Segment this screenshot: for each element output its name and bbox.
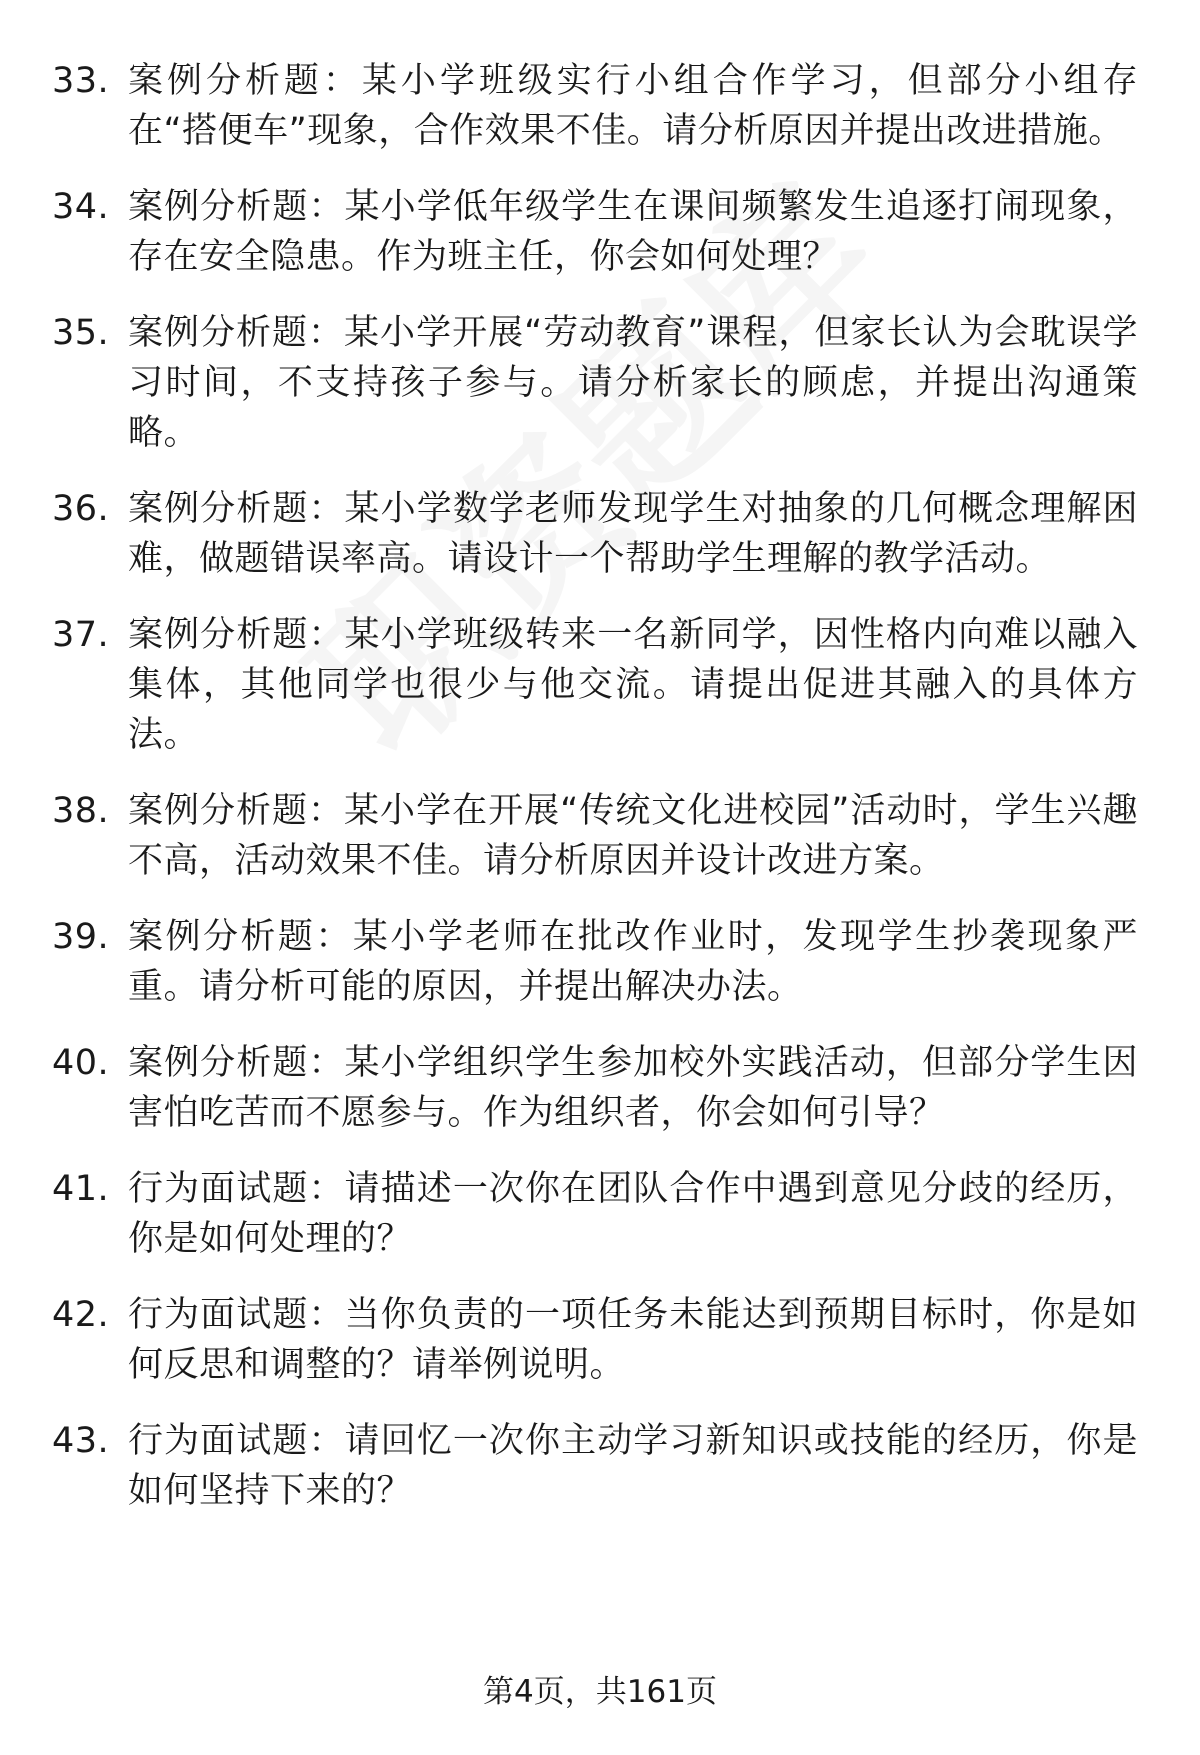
question-item-33 — [52, 56, 1152, 156]
question-number: 41. — [52, 1169, 110, 1209]
question-text: 行为面试题：当你负责的一项任务未能达到预期目标时，你是如何反思和调整的？请举例说明。 — [128, 1295, 1138, 1385]
question-text: 案例分析题：某小学组织学生参加校外实践活动，但部分学生因害怕吃苦而不愿参与。作为组织者，你会如何引导？ — [128, 1043, 1138, 1133]
question-item-38 — [52, 786, 1152, 886]
question-text: 行为面试题：请回忆一次你主动学习新知识或技能的经历，你是如何坚持下来的？ — [128, 1421, 1138, 1511]
question-number: 35. — [52, 313, 110, 353]
question-item-42 — [52, 1290, 1152, 1390]
question-number: 40. — [52, 1043, 110, 1083]
question-list — [52, 56, 1152, 1542]
question-text: 行为面试题：请描述一次你在团队合作中遇到意见分歧的经历，你是如何处理的？ — [128, 1169, 1138, 1259]
question-item-41 — [52, 1164, 1152, 1264]
question-number: 42. — [52, 1295, 110, 1335]
question-item-35 — [52, 308, 1152, 458]
question-number: 33. — [52, 61, 110, 101]
question-text: 案例分析题：某小学班级转来一名新同学，因性格内向难以融入集体，其他同学也很少与他交流。请提出促进其融入的具体方法。 — [128, 615, 1138, 755]
question-number: 43. — [52, 1421, 110, 1461]
question-item-43 — [52, 1416, 1152, 1516]
question-text: 案例分析题：某小学在开展“传统文化进校园”活动时，学生兴趣不高，活动效果不佳。请分析原因并设计改进方案。 — [128, 791, 1138, 881]
question-text: 案例分析题：某小学老师在批改作业时，发现学生抄袭现象严重。请分析可能的原因，并提出解决办法。 — [128, 917, 1138, 1007]
question-item-40 — [52, 1038, 1152, 1138]
question-number: 36. — [52, 489, 110, 529]
question-number: 39. — [52, 917, 110, 957]
question-item-36 — [52, 484, 1152, 584]
question-text: 案例分析题：某小学低年级学生在课间频繁发生追逐打闹现象，存在安全隐患。作为班主任，你会如何处理？ — [128, 187, 1138, 277]
question-item-34 — [52, 182, 1152, 282]
question-number: 34. — [52, 187, 110, 227]
question-text: 案例分析题：某小学开展“劳动教育”课程，但家长认为会耽误学习时间，不支持孩子参与。请分析家长的顾虑，并提出沟通策略。 — [128, 313, 1138, 453]
question-number: 38. — [52, 791, 110, 831]
question-text: 案例分析题：某小学班级实行小组合作学习，但部分小组存在“搭便车”现象，合作效果不佳。请分析原因并提出改进措施。 — [128, 61, 1138, 151]
page-indicator: 第4页，共161页 — [483, 1674, 717, 1710]
question-item-37 — [52, 610, 1152, 760]
question-number: 37. — [52, 615, 110, 655]
question-item-39 — [52, 912, 1152, 1012]
question-text: 案例分析题：某小学数学老师发现学生对抽象的几何概念理解困难，做题错误率高。请设计一个帮助学生理解的教学活动。 — [128, 489, 1138, 579]
